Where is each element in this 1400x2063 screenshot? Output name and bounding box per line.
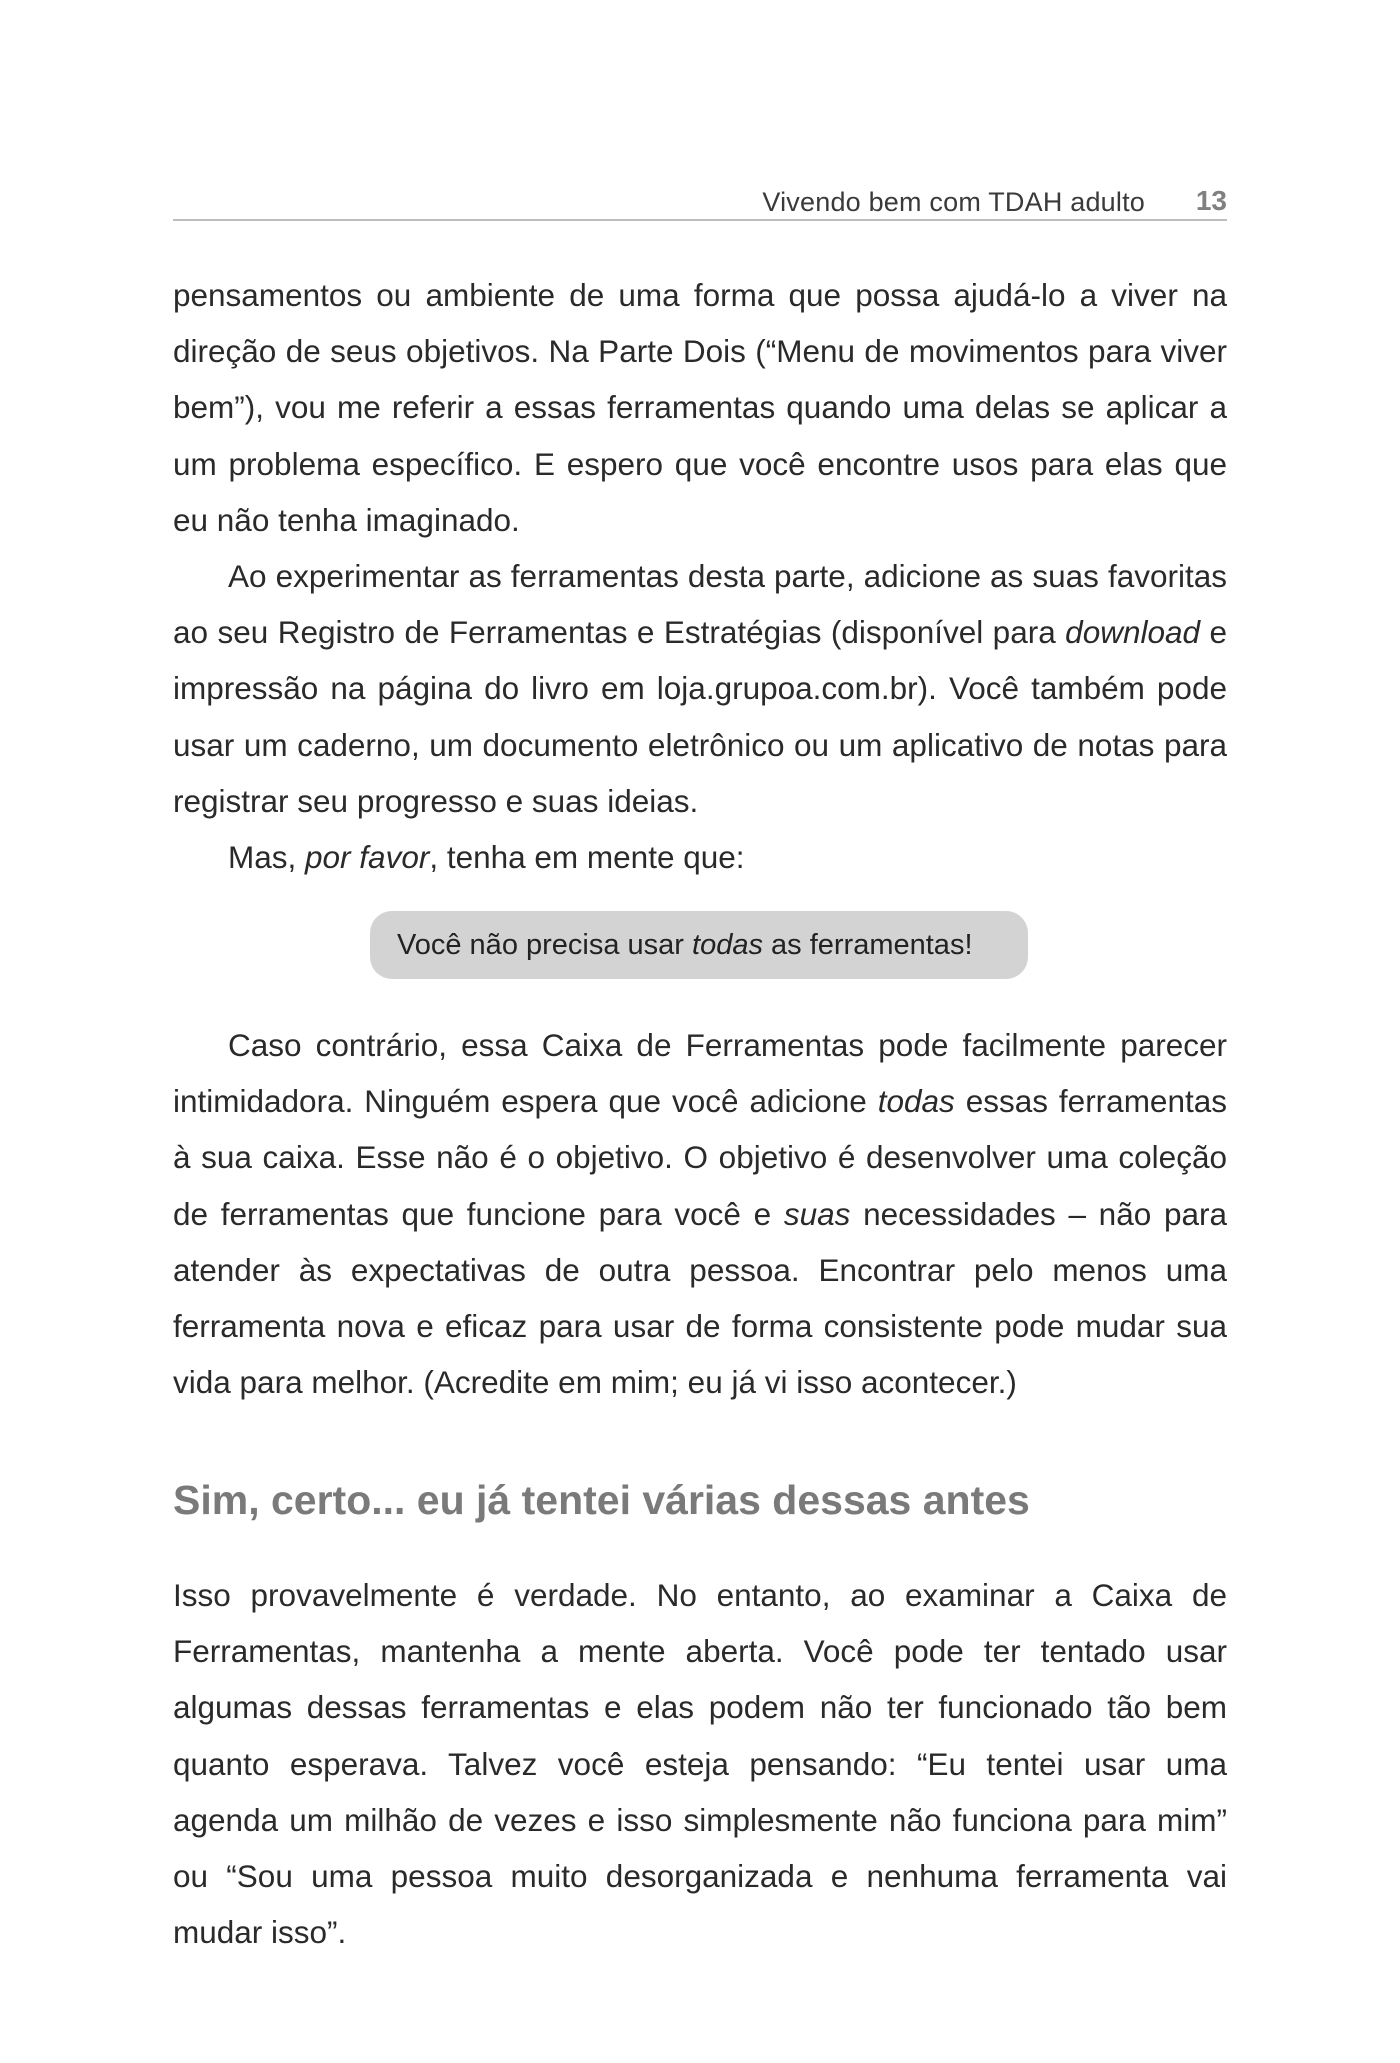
paragraph-text: essas ferramentas à sua caixa. Esse não é o objetivo. O objetivo é desenvolver uma coleção de ferramentas que funcione para você e [173,1083,1227,1232]
paragraph-text: Caso contrário, essa Caixa de Ferramentas pode facilmente parecer intimidadora. Ninguém espera que você adicione [173,1027,1227,1120]
paragraph [173,829,1227,885]
page-number: 13 [1195,185,1227,216]
running-header-title: Vivendo bem com TDAH adulto [762,187,1145,217]
emphasis-text: download [1065,614,1201,651]
section-heading: Sim, certo... eu já tentei várias dessas antes [173,1477,1030,1523]
callout-text: as ferramentas! [762,929,973,961]
paragraph-text: , tenha em mente que: [429,839,745,876]
body-text-block-2 [173,1017,1227,1410]
paragraph [173,548,1227,829]
running-header [173,183,1227,221]
callout-text: Você não precisa usar [397,929,693,961]
callout-emphasis: todas [692,929,763,961]
emphasis-text: suas [783,1195,851,1232]
paragraph-text: necessidades – não para atender às expectativas de outra pessoa. Encontrar pelo menos uma ferramenta nova e eficaz para usar de forma consistente pode mudar sua vida para melhor. (Acredite em mim; eu já vi isso acontecer.) [173,1195,1227,1401]
body-text-block-1 [173,267,1227,885]
body-text-block-3 [173,1567,1227,1960]
emphasis-text: por favor [305,839,430,876]
paragraph-text: e impressão na página do livro em loja.grupoa.com.br). Você também pode usar um caderno, um documento eletrônico ou um aplicativo de notas para registrar seu progresso e suas ideias. [173,614,1227,819]
paragraph: Isso provavelmente é verdade. No entanto, ao examinar a Caixa de Ferramentas, mantenha a mente aberta. Você pode ter tentado usar algumas dessas ferramentas e elas podem não ter funcionado tão bem quanto esperava. Talvez você esteja pensando: “Eu tentei usar uma agenda um milhão de vezes e isso simplesmente não funciona para mim” ou “Sou uma pessoa muito desorganizada e nenhuma ferramenta vai mudar isso”. [173,1577,1227,1951]
paragraph: pensamentos ou ambiente de uma forma que possa ajudá-lo a viver na direção de seus objetivos. Na Parte Dois (“Menu de movimentos para viver bem”), vou me referir a essas ferramentas quando uma delas se aplicar a um problema específico. E espero que você encontre usos para elas que eu não tenha imaginado. [173,277,1227,538]
callout-box [370,911,1028,979]
paragraph [173,1017,1227,1410]
paragraph-text: Mas, [228,839,306,876]
paragraph-text: Ao experimentar as ferramentas desta parte, adicione as suas favoritas ao seu Registro de Ferramentas e Estratégias (disponível para [173,558,1227,651]
emphasis-text: todas [877,1083,955,1120]
